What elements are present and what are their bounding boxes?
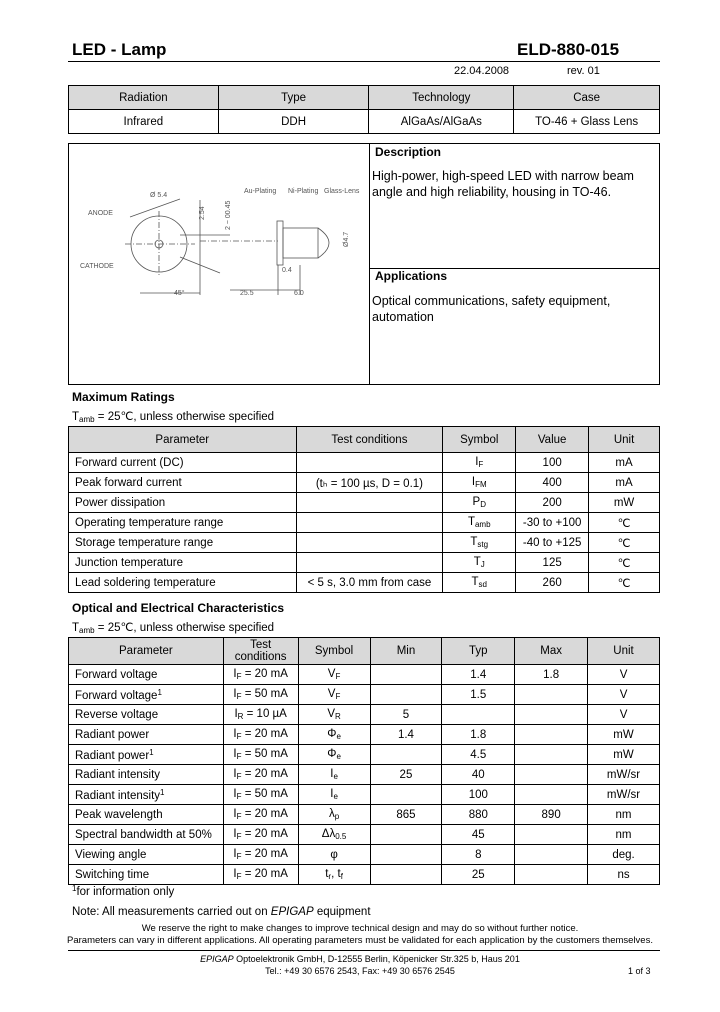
opt-typ: 1.4 bbox=[442, 665, 515, 685]
opt-param: Reverse voltage bbox=[69, 705, 224, 725]
optical-row bbox=[69, 705, 660, 725]
label-cathode: CATHODE bbox=[80, 263, 114, 270]
opt-unit: nm bbox=[588, 805, 660, 825]
opt-unit: mW bbox=[588, 725, 660, 745]
opt-min bbox=[370, 665, 442, 685]
opt-symbol: $t_r$, $t_f$ bbox=[298, 865, 370, 885]
opt-header: Symbol bbox=[298, 638, 370, 665]
opt-max: 1.8 bbox=[515, 665, 588, 685]
max-value: 125 bbox=[516, 553, 589, 573]
label-anode: ANODE bbox=[88, 210, 113, 217]
max-param: Storage temperature range bbox=[69, 533, 297, 553]
max-unit: ℃ bbox=[589, 573, 660, 593]
opt-param: Radiant intensity$^1$ bbox=[69, 785, 224, 805]
max-unit: mW bbox=[589, 493, 660, 513]
opt-unit: V bbox=[588, 685, 660, 705]
summary-type: DDH bbox=[218, 110, 369, 134]
opt-cond: $I_F = 20$ mA bbox=[223, 725, 298, 745]
max-param: Lead soldering temperature bbox=[69, 573, 297, 593]
package-drawing bbox=[70, 145, 368, 385]
optical-row bbox=[69, 865, 660, 885]
max-cond bbox=[296, 453, 443, 473]
dim-3: 2 ~ 00.45 bbox=[225, 200, 232, 230]
optical-row bbox=[69, 805, 660, 825]
opt-typ: 4.5 bbox=[442, 745, 515, 765]
doc-revision: rev. 01 bbox=[567, 65, 600, 77]
opt-min bbox=[370, 865, 442, 885]
description-title: Description bbox=[375, 145, 442, 159]
summary-technology: AlGaAs/AlGaAs bbox=[369, 110, 514, 134]
max-ratings-row bbox=[69, 553, 660, 573]
footer-contact: Tel.: +49 30 6576 2543, Fax: +49 30 6576 2545 bbox=[265, 966, 455, 976]
max-ratings-row bbox=[69, 473, 660, 493]
opt-cond: $I_F = 50$ mA bbox=[223, 745, 298, 765]
opt-max bbox=[515, 785, 588, 805]
disclaimer-line-1: We reserve the right to make changes to improve technical design and may do so without further notice. bbox=[141, 923, 579, 934]
opt-min bbox=[370, 745, 442, 765]
opt-cond: $I_F = 20$ mA bbox=[223, 665, 298, 685]
summary-header: Case bbox=[514, 86, 660, 110]
max-header: Parameter bbox=[69, 427, 297, 453]
opt-max bbox=[515, 865, 588, 885]
max-unit: ℃ bbox=[589, 513, 660, 533]
opt-max bbox=[515, 765, 588, 785]
opt-symbol: $\Phi_e$ bbox=[298, 745, 370, 765]
max-symbol: $T_{stg}$ bbox=[443, 533, 516, 553]
part-number: ELD-880-015 bbox=[517, 40, 620, 59]
opt-param: Spectral bandwidth at 50% bbox=[69, 825, 224, 845]
opt-max bbox=[515, 825, 588, 845]
opt-header: Min bbox=[370, 638, 442, 665]
max-cond bbox=[296, 493, 443, 513]
optical-row bbox=[69, 765, 660, 785]
optical-row bbox=[69, 785, 660, 805]
opt-cond: $I_F = 50$ mA bbox=[223, 785, 298, 805]
summary-case: TO-46 + Glass Lens bbox=[514, 110, 660, 134]
max-ratings-row bbox=[69, 533, 660, 553]
glass-lens-shape bbox=[318, 228, 329, 258]
summary-radiation: Infrared bbox=[69, 110, 219, 134]
optical-table bbox=[68, 637, 660, 885]
opt-min: 25 bbox=[370, 765, 442, 785]
dim-8: 45° bbox=[174, 290, 185, 297]
max-param: Forward current (DC) bbox=[69, 453, 297, 473]
opt-symbol: $V_R$ bbox=[298, 705, 370, 725]
max-symbol: $I_{FM}$ bbox=[443, 473, 516, 493]
label-glass-lens: Glass-Lens bbox=[324, 188, 360, 195]
opt-typ: 40 bbox=[442, 765, 515, 785]
max-param: Junction temperature bbox=[69, 553, 297, 573]
max-param: Power dissipation bbox=[69, 493, 297, 513]
opt-symbol: $\Delta\lambda_{0.5}$ bbox=[298, 825, 370, 845]
opt-cond: $I_R = 10$ µA bbox=[223, 705, 298, 725]
max-header: Unit bbox=[589, 427, 660, 453]
max-symbol: $T_{amb}$ bbox=[443, 513, 516, 533]
max-header: Symbol bbox=[443, 427, 516, 453]
max-unit: ℃ bbox=[589, 533, 660, 553]
opt-cond: $I_F = 20$ mA bbox=[223, 765, 298, 785]
max-value: -40 to +125 bbox=[516, 533, 589, 553]
max-ratings-title: Maximum Ratings bbox=[72, 390, 175, 404]
opt-unit: mW bbox=[588, 745, 660, 765]
footnote: $^1$for information only bbox=[72, 884, 175, 898]
opt-unit: V bbox=[588, 705, 660, 725]
max-ratings-row bbox=[69, 573, 660, 593]
opt-cond: $I_F = 20$ mA bbox=[223, 805, 298, 825]
max-ratings-row bbox=[69, 513, 660, 533]
max-cond: < 5 s, 3.0 mm from case bbox=[296, 573, 443, 593]
opt-max bbox=[515, 725, 588, 745]
doc-title: LED - Lamp bbox=[72, 40, 167, 59]
opt-symbol: $I_e$ bbox=[298, 765, 370, 785]
opt-typ: 45 bbox=[442, 825, 515, 845]
opt-typ: 8 bbox=[442, 845, 515, 865]
opt-unit: ns bbox=[588, 865, 660, 885]
opt-min bbox=[370, 845, 442, 865]
max-ratings-row bbox=[69, 493, 660, 513]
opt-param: Peak wavelength bbox=[69, 805, 224, 825]
dim-4: 0.4 bbox=[282, 267, 292, 274]
max-symbol: $T_J$ bbox=[443, 553, 516, 573]
max-ratings-row bbox=[69, 453, 660, 473]
summary-header: Radiation bbox=[69, 86, 219, 110]
opt-min bbox=[370, 825, 442, 845]
opt-symbol: $V_F$ bbox=[298, 665, 370, 685]
max-param: Operating temperature range bbox=[69, 513, 297, 533]
opt-typ: 1.5 bbox=[442, 685, 515, 705]
opt-typ: 1.8 bbox=[442, 725, 515, 745]
optical-condition: $T_{amb}$ = 25℃, unless otherwise specified bbox=[72, 622, 275, 635]
opt-min: 865 bbox=[370, 805, 442, 825]
opt-param: Radiant power$^1$ bbox=[69, 745, 224, 765]
max-unit: ℃ bbox=[589, 553, 660, 573]
opt-typ: 880 bbox=[442, 805, 515, 825]
opt-max bbox=[515, 745, 588, 765]
dim-5: 25.5 bbox=[240, 290, 254, 297]
cap-rect bbox=[283, 228, 318, 258]
opt-param: Forward voltage bbox=[69, 665, 224, 685]
opt-unit: deg. bbox=[588, 845, 660, 865]
opt-max bbox=[515, 685, 588, 705]
page-number: 1 of 3 bbox=[628, 966, 651, 976]
summary-header: Type bbox=[218, 86, 369, 110]
max-ratings-table bbox=[68, 426, 660, 593]
header-rule bbox=[68, 61, 660, 62]
opt-unit: nm bbox=[588, 825, 660, 845]
opt-typ bbox=[442, 705, 515, 725]
dim-phi: Ø 5.4 bbox=[150, 192, 168, 199]
optical-row bbox=[69, 725, 660, 745]
footer-address: EPIGAP Optoelektronik GmbH, D-12555 Berlin, Köpenicker Str.325 b, Haus 201 bbox=[200, 954, 520, 964]
opt-typ: 25 bbox=[442, 865, 515, 885]
opt-cond: $I_F = 20$ mA bbox=[223, 845, 298, 865]
dim-6: 6.0 bbox=[294, 290, 304, 297]
opt-symbol: $\lambda_p$ bbox=[298, 805, 370, 825]
opt-min: 1.4 bbox=[370, 725, 442, 745]
max-header: Test conditions bbox=[296, 427, 443, 453]
opt-header: Test conditions bbox=[223, 638, 298, 665]
applications-text: Optical communications, safety equipment, automation bbox=[372, 294, 611, 324]
max-symbol: $P_D$ bbox=[443, 493, 516, 513]
flange-rect bbox=[277, 221, 283, 265]
opt-unit: V bbox=[588, 665, 660, 685]
opt-symbol: φ bbox=[298, 845, 370, 865]
opt-cond: $I_F = 20$ mA bbox=[223, 825, 298, 845]
opt-param: Radiant intensity bbox=[69, 765, 224, 785]
opt-cond: $I_F = 20$ mA bbox=[223, 865, 298, 885]
max-ratings-condition: $T_{amb}$ = 25℃, unless otherwise specified bbox=[72, 411, 275, 424]
optical-title: Optical and Electrical Characteristics bbox=[72, 601, 285, 615]
max-cond bbox=[296, 553, 443, 573]
max-unit: mA bbox=[589, 453, 660, 473]
applications-title: Applications bbox=[375, 269, 448, 283]
opt-header: Max bbox=[515, 638, 588, 665]
opt-min: 5 bbox=[370, 705, 442, 725]
max-symbol: $T_{sd}$ bbox=[443, 573, 516, 593]
dim-2: 2.54 bbox=[199, 206, 206, 220]
max-value: -30 to +100 bbox=[516, 513, 589, 533]
max-value: 100 bbox=[516, 453, 589, 473]
dim-7: Ø4.7 bbox=[343, 231, 350, 247]
optical-row bbox=[69, 665, 660, 685]
disclaimer-line-2: Parameters can vary in different applications. All operating parameters must be validated for each application by the customers themselves. bbox=[67, 935, 653, 946]
opt-header: Unit bbox=[588, 638, 660, 665]
opt-param: Forward voltage$^1$ bbox=[69, 685, 224, 705]
max-symbol: $I_F$ bbox=[443, 453, 516, 473]
opt-header: Typ bbox=[442, 638, 515, 665]
description-box bbox=[68, 143, 660, 385]
opt-max bbox=[515, 845, 588, 865]
opt-param: Viewing angle bbox=[69, 845, 224, 865]
measurement-note: Note: All measurements carried out on EPIGAP equipment bbox=[72, 906, 371, 918]
opt-param: Switching time bbox=[69, 865, 224, 885]
max-value: 400 bbox=[516, 473, 589, 493]
opt-symbol: $\Phi_e$ bbox=[298, 725, 370, 745]
opt-unit: mW/sr bbox=[588, 785, 660, 805]
label-ni-plating: Ni-Plating bbox=[288, 188, 319, 195]
opt-min bbox=[370, 785, 442, 805]
max-cond bbox=[296, 513, 443, 533]
opt-max bbox=[515, 705, 588, 725]
footer-rule bbox=[68, 950, 660, 951]
max-cond: (tₕ = 100 µs, D = 0.1) bbox=[296, 473, 443, 493]
opt-unit: mW/sr bbox=[588, 765, 660, 785]
opt-typ: 100 bbox=[442, 785, 515, 805]
summary-table bbox=[68, 85, 660, 134]
optical-row bbox=[69, 685, 660, 705]
optical-row bbox=[69, 825, 660, 845]
opt-symbol: $I_e$ bbox=[298, 785, 370, 805]
opt-symbol: $V_F$ bbox=[298, 685, 370, 705]
opt-cond: $I_F = 50$ mA bbox=[223, 685, 298, 705]
opt-max: 890 bbox=[515, 805, 588, 825]
opt-header: Parameter bbox=[69, 638, 224, 665]
label-au-plating: Au-Plating bbox=[244, 188, 277, 195]
opt-min bbox=[370, 685, 442, 705]
max-value: 260 bbox=[516, 573, 589, 593]
summary-header: Technology bbox=[369, 86, 514, 110]
description-text: High-power, high-speed LED with narrow beam angle and high reliability, housing in TO-46. bbox=[372, 169, 634, 199]
optical-row bbox=[69, 845, 660, 865]
opt-param: Radiant power bbox=[69, 725, 224, 745]
max-unit: mA bbox=[589, 473, 660, 493]
max-value: 200 bbox=[516, 493, 589, 513]
max-param: Peak forward current bbox=[69, 473, 297, 493]
max-header: Value bbox=[516, 427, 589, 453]
max-cond bbox=[296, 533, 443, 553]
optical-row bbox=[69, 745, 660, 765]
doc-date: 22.04.2008 bbox=[454, 65, 510, 77]
